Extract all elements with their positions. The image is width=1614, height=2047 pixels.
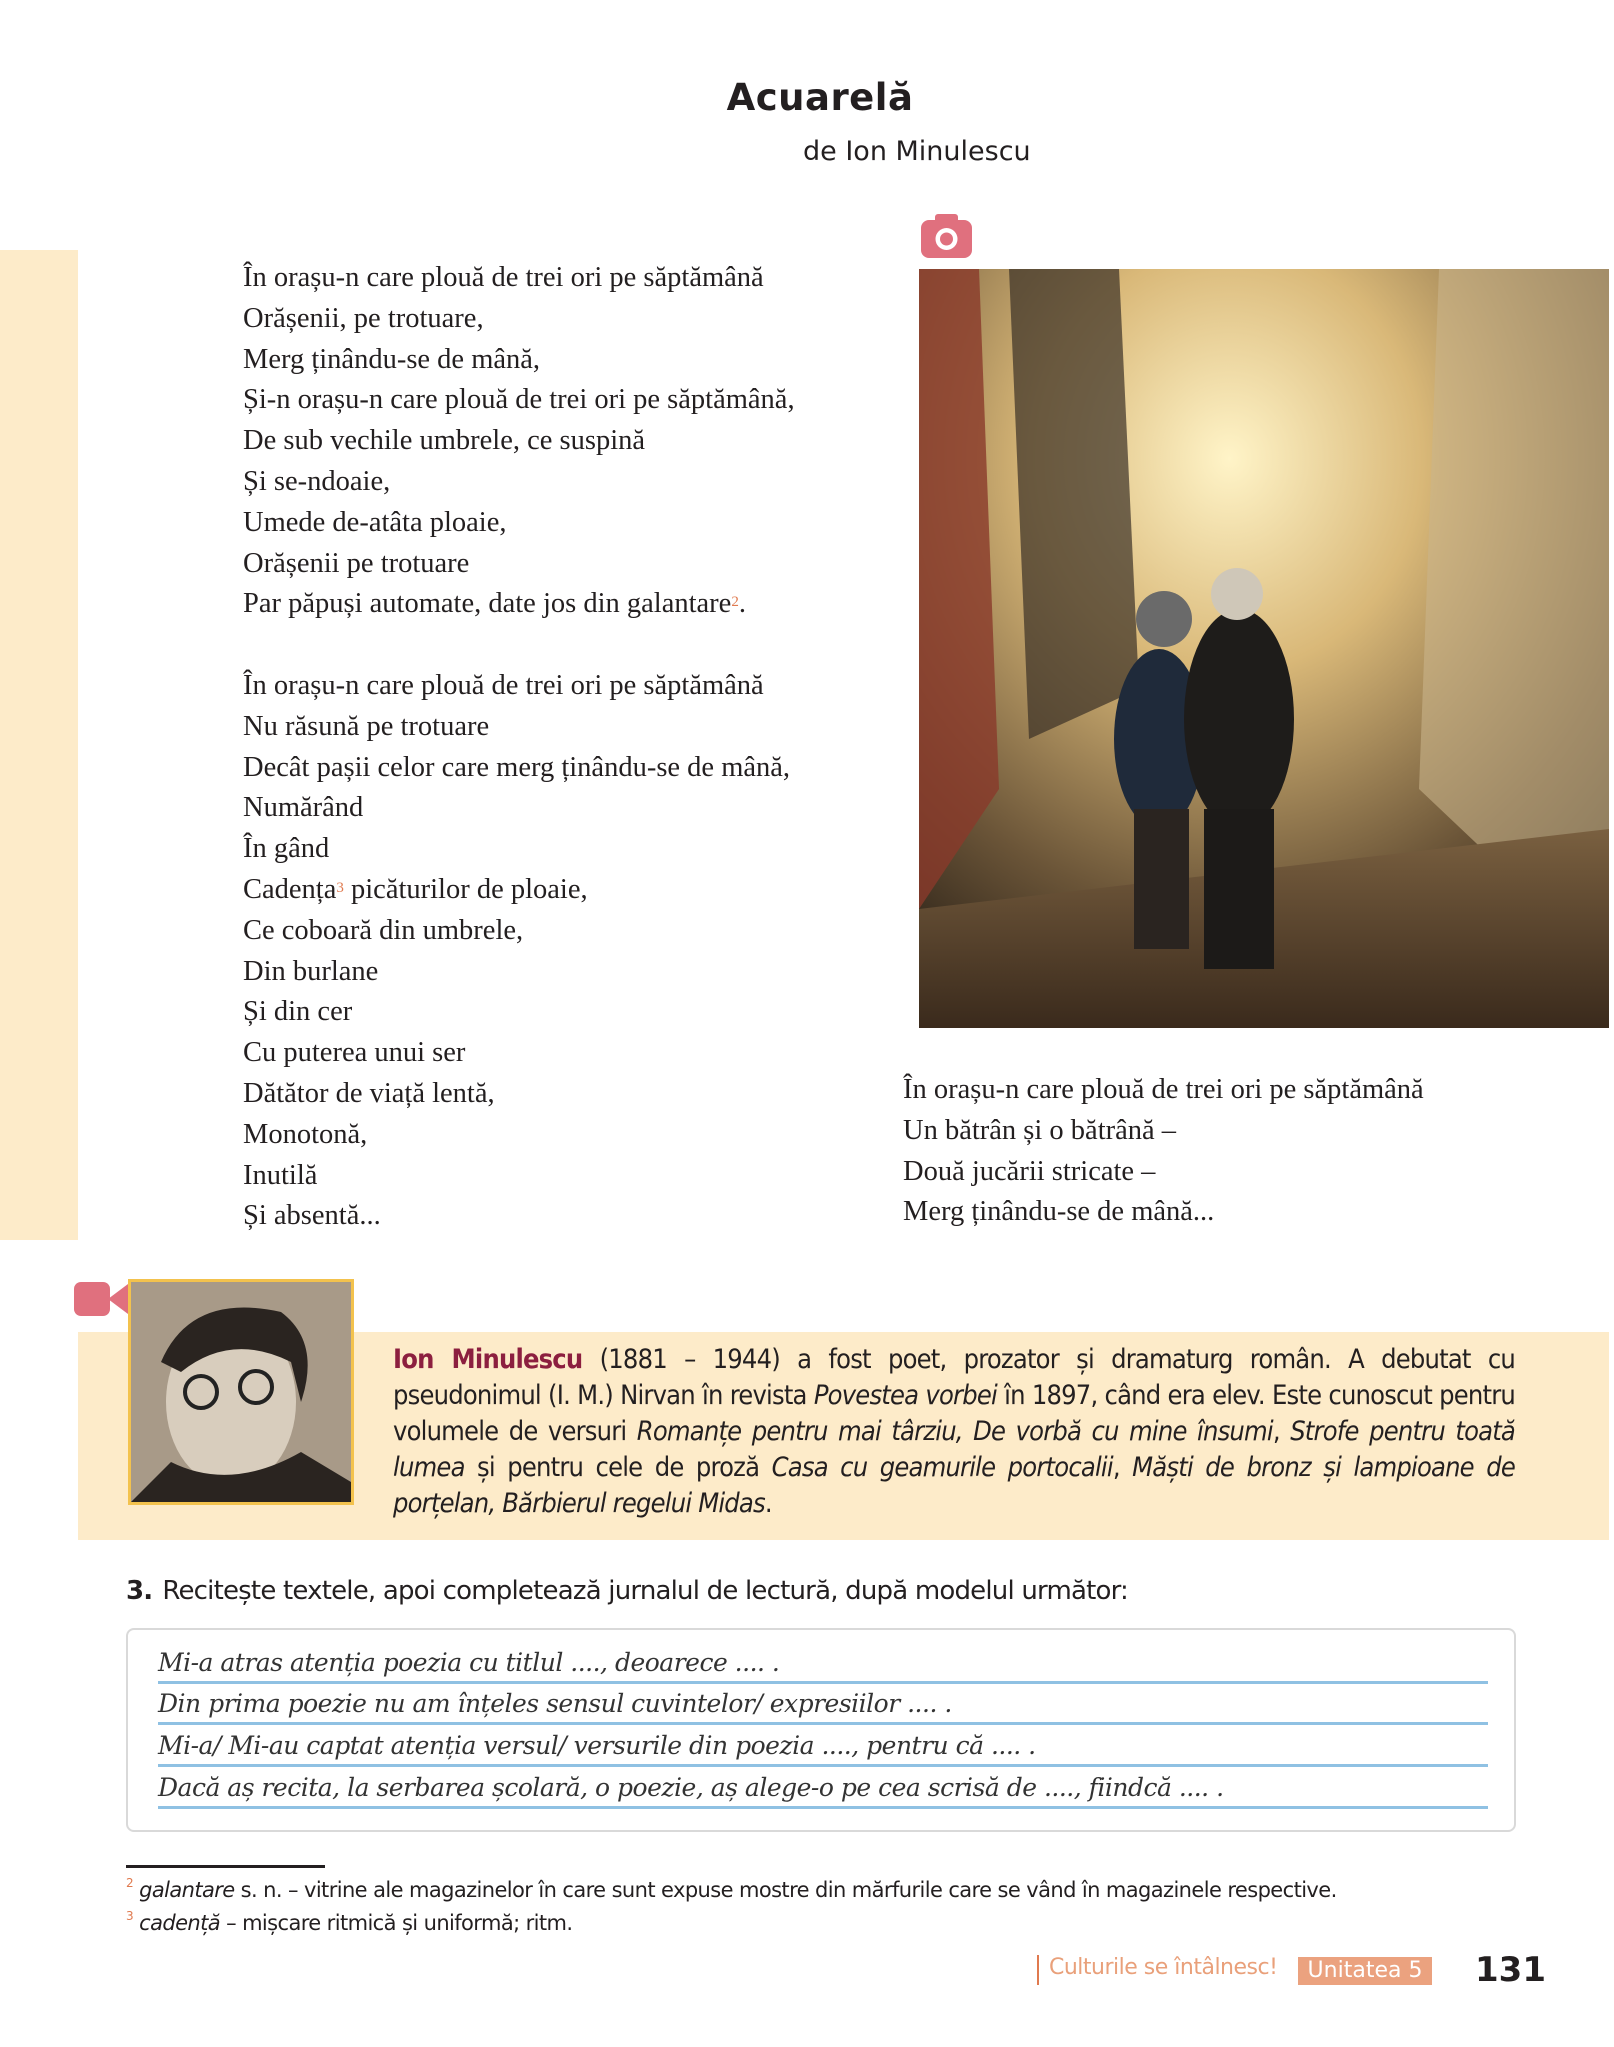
journal-line[interactable]: Mi-a atras atenția poezia cu titlul ...., deoarece .... . xyxy=(158,1642,1488,1684)
poem-author: de Ion Minulescu xyxy=(803,136,1031,167)
journal-line[interactable]: Mi-a/ Mi-au captat atenția versul/ versurile din poezia ...., pentru că .... . xyxy=(158,1725,1488,1767)
camera-icon xyxy=(919,212,974,260)
footnote-3: $^3$ cadență – mișcare ritmică și uniformă; ritm. xyxy=(126,1909,573,1935)
poem-line: Și din cer xyxy=(243,996,353,1028)
poem-line: Dătător de viață lentă, xyxy=(243,1077,495,1109)
line-text: picăturilor de ploaie, xyxy=(343,873,588,905)
poem-line: Din burlane xyxy=(243,955,379,987)
poem-line: Monotonă, xyxy=(243,1118,368,1150)
poem-right-column xyxy=(903,1070,1424,1233)
poem-line: Cu puterea unui ser xyxy=(243,1037,466,1069)
footer-section: Culturile se întâlnesc! xyxy=(1049,1955,1278,1980)
poem-line: Și absentă... xyxy=(243,1200,381,1232)
journal-line[interactable]: Dacă aș recita, la serbarea școlară, o poezie, aș alege-o pe cea scrisă de ...., fiindcă .... . xyxy=(158,1767,1488,1809)
poem-line: În gând xyxy=(243,833,330,865)
line-text: Par păpuși automate, date jos din galantare xyxy=(243,588,732,620)
footnote-mark[interactable]: 3 xyxy=(336,879,344,896)
poem-line: Un bătrân și o bătrână – xyxy=(903,1114,1177,1146)
footnote-2: $^2$ galantare s. n. – vitrine ale magazinelor în care sunt expuse mostre din mărfurile care se vând în magazinele respective. xyxy=(126,1876,1337,1902)
exercise-number: 3. xyxy=(126,1576,153,1606)
poem-line: De sub vechile umbrele, ce suspină xyxy=(243,425,646,457)
poem-line: Două jucării stricate – xyxy=(903,1155,1156,1187)
exercise-prompt xyxy=(126,1576,1128,1606)
footnote-divider xyxy=(126,1865,325,1868)
footnote-mark[interactable]: 2 xyxy=(731,594,739,611)
poem-title: Acuarelă xyxy=(726,76,914,119)
stanza-2a xyxy=(243,666,795,870)
poem-line: Nu răsună pe trotuare xyxy=(243,710,490,742)
punct: . xyxy=(738,588,746,620)
poem-line xyxy=(243,584,795,625)
footer-separator xyxy=(1037,1955,1039,1985)
side-strip xyxy=(0,250,78,1240)
poem-line: În orașu-n care plouă de trei ori pe săptămână xyxy=(243,669,764,701)
poem-line: Orășenii pe trotuare xyxy=(243,547,470,579)
poem-line: În orașu-n care plouă de trei ori pe săptămână xyxy=(903,1074,1424,1105)
poem-line xyxy=(243,870,795,911)
author-name: Ion Minulescu xyxy=(393,1344,583,1375)
poem-line: Merg ținându-se de mână... xyxy=(903,1196,1215,1228)
reading-journal-box xyxy=(126,1628,1516,1832)
author-portrait xyxy=(128,1279,354,1505)
line-text: Cadența xyxy=(243,873,337,905)
alley-watercolor-photo xyxy=(919,269,1609,1028)
stanza-2b xyxy=(243,911,795,1237)
author-bio: Ion Minulescu (1881 – 1944) a fost poet, prozator și dramaturg român. A debutat cu pseudonimul (I. M.) Nirvan în revista Povestea vorbei în 1897, când era elev. Este cunoscut pentru volumele de versuri Romanțe pentru mai târziu, De vorbă cu mine însumi, Strofe pentru toată lumea și pentru cele de proză Casa cu geamurile portocalii, Măști de bronz și lampioane de porțelan, Bărbierul regelui Midas. xyxy=(393,1344,1516,1519)
poem-left-column xyxy=(243,258,795,1237)
poem-line: Merg ținându-se de mână, xyxy=(243,343,541,375)
exercise-text: Recitește textele, apoi completează jurnalul de lectură, după modelul următor: xyxy=(162,1576,1129,1606)
poem-line: Orășenii, pe trotuare, xyxy=(243,302,484,334)
poem-line: În orașu-n care plouă de trei ori pe săptămână xyxy=(243,262,764,293)
page-number: 131 xyxy=(1475,1950,1546,1990)
poem-line: Decât pașii celor care merg ținându-se de mână, xyxy=(243,751,791,783)
poem-line: Ce coboară din umbrele, xyxy=(243,914,524,946)
poem-line: Umede de-atâta ploaie, xyxy=(243,506,507,538)
video-camera-icon xyxy=(74,1280,128,1318)
poem-line: Și-n orașu-n care plouă de trei ori pe săptămână, xyxy=(243,384,795,416)
poem-line: Inutilă xyxy=(243,1159,318,1191)
footer-unit-badge: Unitatea 5 xyxy=(1298,1957,1432,1985)
poem-line: Și se-ndoaie, xyxy=(243,465,391,497)
poem-line: Numărând xyxy=(243,792,364,824)
stanza-1 xyxy=(243,258,795,584)
journal-line[interactable]: Din prima poezie nu am înțeles sensul cuvintelor/ expresiilor .... . xyxy=(158,1683,1488,1725)
